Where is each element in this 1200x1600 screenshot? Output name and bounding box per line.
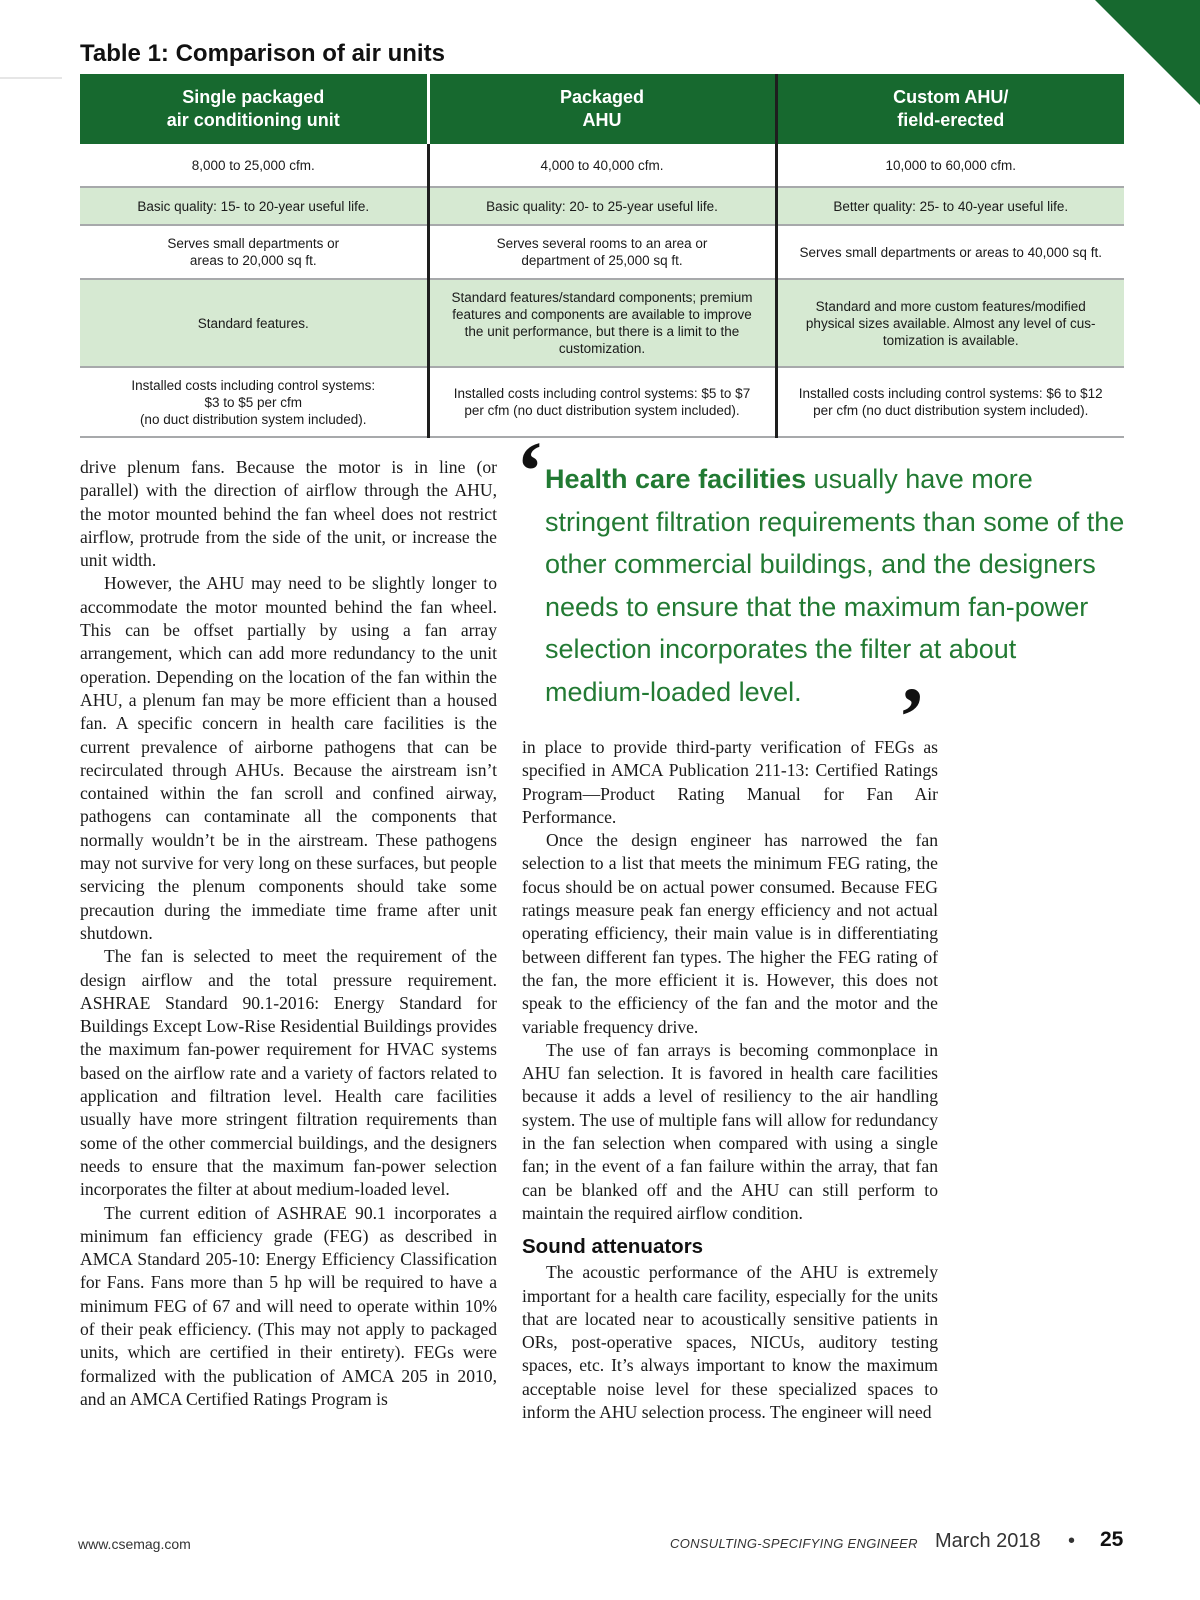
footer-website: www.csemag.com (78, 1536, 191, 1552)
table-row-cost (80, 367, 1124, 437)
table-cell: Better quality: 25- to 40-year useful life. (776, 187, 1124, 225)
body-paragraph: Once the design engineer has narrowed the fan selection to a list that meets the minimum FEG rating, the focus should be on actual power consumed. Because FEG ratings measure peak fan energy efficiency and not actual operating efficiency, their main value is in differentiating between different fan types. The higher the FEG rating of the fan, the more efficient it is. However, this does not speak to the efficiency of the fan and the motor and the variable frequency drive. (522, 830, 938, 1037)
pull-quote-text: usually have more stringent filtration requirements than some of the other commercial buildings, and the designers needs to ensure that the maximum fan-power selection incorporates the filter at about medium-loaded level. (545, 464, 1125, 707)
footer-bullet: • (1068, 1530, 1076, 1552)
body-column-left (80, 456, 497, 1411)
table-row-capacity (80, 144, 1124, 187)
table-cell: Basic quality: 20- to 25-year useful life. (428, 187, 776, 225)
table-cell: Serves small departments or areas to 20,000 sq ft. (80, 225, 428, 279)
table-cell: 4,000 to 40,000 cfm. (428, 144, 776, 187)
table-header-row (80, 74, 1124, 144)
footer-publication: CONSULTING-SPECIFYING ENGINEER (670, 1536, 918, 1551)
table-cell: Basic quality: 15- to 20-year useful life. (80, 187, 428, 225)
header-single-packaged-unit: Single packaged air conditioning unit (80, 74, 428, 144)
table-row-quality (80, 187, 1124, 225)
table-cell: Serves several rooms to an area or department of 25,000 sq ft. (428, 225, 776, 279)
body-paragraph: The use of fan arrays is becoming commonplace in AHU fan selection. It is favored in health care facilities because it adds a level of resiliency to the air handling system. The use of multiple fans will allow for redundancy in the fan selection when compared with using a single fan; in the event of a fan failure within the array, that fan can be blanked off and the AHU can still perform to maintain the required airflow condition. (522, 1039, 938, 1223)
body-paragraph: in place to provide third-party verification of FEGs as specified in AMCA Publication 211-13: Certified Ratings Program—Product Rating Manual for Fan Air Performance. (522, 737, 938, 827)
table-cell: Standard features/standard components; premium features and components are available to improve the unit performance, but there is a limit to the customization. (428, 279, 776, 367)
table-cell: Standard and more custom features/modified physical sizes available. Almost any level of cus- tomization is available. (776, 279, 1124, 367)
body-column-right (522, 736, 938, 1424)
section-heading: Sound attenuators (522, 1235, 704, 1259)
close-quote-mark: ’ (898, 671, 926, 764)
table-cell: Installed costs including control systems: $6 to $12 per cfm (no duct distribution system included). (776, 367, 1124, 437)
page-number: 25 (1100, 1528, 1124, 1551)
body-paragraph: The current edition of ASHRAE 90.1 incorporates a minimum fan efficiency grade (FEG) as described in AMCA Standard 205-10: Energy Efficiency Classification for Fans. Fans more than 5 hp will be required to have a minimum FEG of 67 and will need to operate within 10% of their peak efficiency. (This may not apply to packaged units, which are certified in their entirety). FEGs were formalized with the publication of AMCA 205 in 2010, and an AMCA Certified Ratings Program is (80, 1202, 497, 1409)
comparison-table (80, 74, 1124, 438)
table-row-features (80, 279, 1124, 367)
body-paragraph: The acoustic performance of the AHU is extremely important for a health care facility, especially for the units that are located near to acoustically sensitive patients in ORs, post-operative spaces, NICUs, auditory testing spaces, etc. It’s always important to know the maximum acceptable noise level for these specialized spaces to inform the AHU selection process. The engineer will need (522, 1262, 938, 1423)
table-row-service-area (80, 225, 1124, 279)
table-cell: 8,000 to 25,000 cfm. (80, 144, 428, 187)
header-custom-ahu: Custom AHU/ field-erected (776, 74, 1124, 144)
table-cell: Installed costs including control systems: $5 to $7 per cfm (no duct distribution system included). (428, 367, 776, 437)
body-paragraph: However, the AHU may need to be slightly longer to accommodate the motor mounted behind the fan wheel. This can be offset partially by using a fan array arrangement, which can add more redundancy to the unit operation. Depending on the location of the fan within the AHU, a plenum fan may be more efficient than a housed fan. A specific concern in health care facilities is the current prevalence of airborne pathogens that can be recirculated through AHUs. Because the airstream isn’t contained within the fan scroll and confined airway, pathogens can contaminate all the components that normally wouldn’t be in the airstream. These pathogens may not survive for very long on these surfaces, but people servicing the plenum components should take some precaution during the immediate time frame after unit shutdown. (80, 573, 497, 943)
body-paragraph: drive plenum fans. Because the motor is in line (or parallel) with the direction of airflow through the AHU, the motor mounted behind the fan wheel does not restrict airflow, protrude from the side of the unit, or increase the unit width. (80, 457, 497, 571)
table-cell: Serves small departments or areas to 40,000 sq ft. (776, 225, 1124, 279)
margin-rule (0, 77, 62, 79)
body-paragraph: The fan is selected to meet the requirement of the design airflow and the total pressure requirement. ASHRAE Standard 90.1-2016: Energy Standard for Buildings Except Low-Rise Residential Buildings provides the maximum fan-power requirement for HVAC systems based on the airflow rate and a variety of factors related to application and filtration level. Health care facilities usually have more stringent filtration requirements than some of the other commercial buildings, and the designers needs to ensure that the maximum fan-power selection incorporates the filter at about medium-loaded level. (80, 946, 497, 1200)
pull-quote (545, 458, 1125, 713)
header-packaged-ahu: Packaged AHU (428, 74, 776, 144)
open-quote-mark: ‘ (516, 425, 544, 518)
footer-date: March 2018 (935, 1530, 1041, 1552)
pull-quote-lead: Health care facilities (545, 464, 807, 494)
table-title: Table 1: Comparison of air units (80, 40, 445, 67)
table-cell: Installed costs including control systems: $3 to $5 per cfm (no duct distribution system included). (80, 367, 428, 437)
table-cell: 10,000 to 60,000 cfm. (776, 144, 1124, 187)
table-cell: Standard features. (80, 279, 428, 367)
